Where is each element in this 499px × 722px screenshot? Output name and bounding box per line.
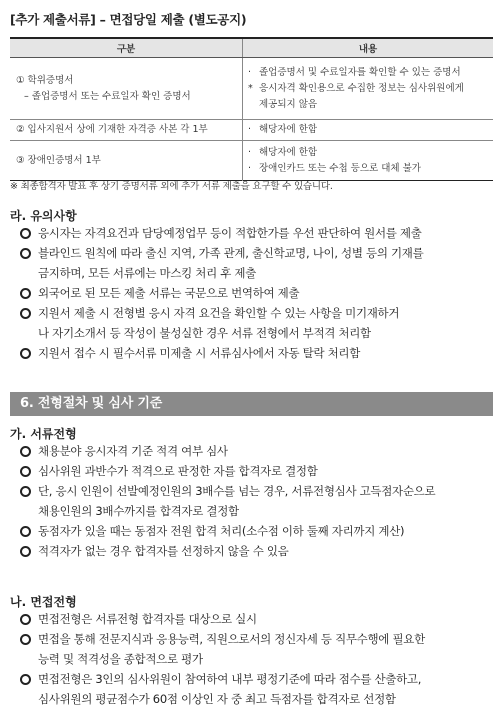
document-cell xyxy=(10,58,243,120)
list-item: 채용분야 응시자격 기준 적격 여부 심사 xyxy=(20,441,495,461)
list-item: 단, 응시 인원이 선발예정인원의 3배수를 넘는 경우, 서류전형심사 고득점자순으로 채용인원의 3배수까지를 합격자로 결정함 xyxy=(20,481,495,521)
table-row xyxy=(10,58,493,120)
additional-documents-table xyxy=(10,37,493,181)
list-item: 지원서 제출 시 전형별 응시 자격 요건을 확인할 수 있는 사항을 미기재하거 나 자기소개서 등 작성이 불성실한 경우 서류 전형에서 부적격 처리함 xyxy=(20,303,495,343)
circle-bullet-icon xyxy=(20,348,31,359)
document-review-heading: 가. 서류전형 xyxy=(10,427,77,441)
circle-bullet-icon xyxy=(20,674,31,685)
circle-bullet-icon xyxy=(20,308,31,319)
document-name: ③ 장애인증명서 1부 xyxy=(16,154,101,166)
list-item: 블라인드 원칙에 따라 출신 지역, 가족 관계, 출신학교명, 나이, 성별 등의 기재를 금지하며, 모든 서류에는 마스킹 처리 후 제출 xyxy=(20,243,495,283)
interview-heading: 나. 면접전형 xyxy=(10,595,77,609)
list-item: 면접을 통해 전문지식과 응용능력, 직원으로서의 정신자세 등 직무수행에 필요한 능력 및 적격성을 종합적으로 평가 xyxy=(20,629,495,669)
header-category: 구분 xyxy=(10,38,243,58)
header-content: 내용 xyxy=(243,38,494,58)
circle-bullet-icon xyxy=(20,614,31,625)
list-item: 외국어로 된 모든 제출 서류는 국문으로 번역하여 제출 xyxy=(20,283,495,303)
note-line: * 응시자격 확인용으로 수집한 정보는 심사위원에게 xyxy=(248,82,464,94)
note-line: 제공되지 않음 xyxy=(259,98,318,110)
note-line: · 해당자에 한함 xyxy=(248,146,318,158)
precautions-heading: 라. 유의사항 xyxy=(10,209,77,223)
circle-bullet-icon xyxy=(20,446,31,457)
table-row xyxy=(10,141,493,181)
circle-bullet-icon xyxy=(20,288,31,299)
notes-cell xyxy=(243,58,494,120)
list-item: 동점자가 있을 때는 동점자 전원 합격 처리(소수점 이하 둘째 자리까지 계산) xyxy=(20,521,495,541)
document-name: ① 학위증명서 xyxy=(16,74,74,86)
document-cell xyxy=(10,120,243,141)
footnote: ※ 최종합격자 발표 후 상기 증명서류 외에 추가 서류 제출을 요구할 수 있습니다. xyxy=(10,181,333,192)
notes-cell xyxy=(243,141,494,181)
document-name: ② 입사지원서 상에 기재한 자격증 사본 각 1부 xyxy=(16,124,208,135)
list-item: 심사위원 과반수가 적격으로 판정한 자를 합격자로 결정함 xyxy=(20,461,495,481)
list-item: 응시자는 자격요건과 담당예정업무 등이 적합한가를 우선 판단하여 원서를 제출 xyxy=(20,223,495,243)
circle-bullet-icon xyxy=(20,248,31,259)
circle-bullet-icon xyxy=(20,228,31,239)
note-line: · 장애인카드 또는 수첩 등으로 대체 불가 xyxy=(248,162,421,174)
document-detail: – 졸업증명서 또는 수료일자 확인 증명서 xyxy=(24,90,191,102)
precautions-list xyxy=(20,223,495,363)
note-line: · 해당자에 한함 xyxy=(248,124,318,135)
notes-cell xyxy=(243,120,494,141)
table-header-row xyxy=(10,38,493,58)
circle-bullet-icon xyxy=(20,486,31,497)
table-row xyxy=(10,120,493,141)
note-line: · 졸업증명서 및 수료일자를 확인할 수 있는 증명서 xyxy=(248,66,461,78)
circle-bullet-icon xyxy=(20,546,31,557)
list-item: 면접전형은 서류전형 합격자를 대상으로 실시 xyxy=(20,609,495,629)
circle-bullet-icon xyxy=(20,526,31,537)
interview-list xyxy=(20,609,495,709)
circle-bullet-icon xyxy=(20,634,31,645)
section-6-title-bar: 6. 전형절차 및 심사 기준 xyxy=(10,392,493,416)
circle-bullet-icon xyxy=(20,466,31,477)
list-item: 지원서 접수 시 필수서류 미제출 시 서류심사에서 자동 탈락 처리함 xyxy=(20,343,495,363)
document-review-list xyxy=(20,441,495,561)
list-item: 적격자가 없는 경우 합격자를 선정하지 않을 수 있음 xyxy=(20,541,495,561)
document-cell xyxy=(10,141,243,181)
list-item: 면접전형은 3인의 심사위원이 참여하여 내부 평정기준에 따라 점수를 산출하고, 심사위원의 평균점수가 60점 이상인 자 중 최고 득점자를 합격자로 선정함 xyxy=(20,669,495,709)
additional-documents-heading: [추가 제출서류] – 면접당일 제출 (별도공지) xyxy=(10,12,247,27)
